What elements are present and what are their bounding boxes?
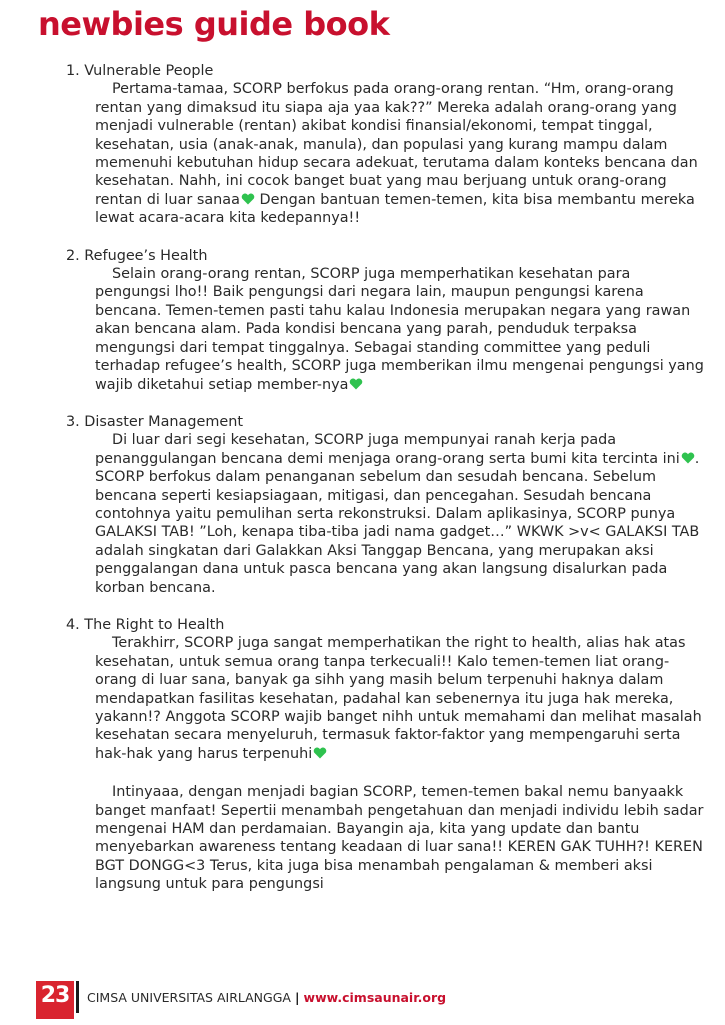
section-refugees-health [64, 247, 704, 394]
section-body [64, 431, 704, 597]
footer-separator: | [294, 990, 300, 1005]
section-body-text: Di luar dari segi kesehatan, SCORP juga mempunyai ranah kerja pada penanggulangan bencana demi menjaga orang-orang serta bumi kita tercinta ini [95, 432, 680, 467]
section-body-text-continued: Dengan bantuan temen-temen, kita bisa membantu mereka lewat acara-acara kita kedepannya!! [95, 191, 695, 227]
green-heart-icon [241, 193, 255, 205]
page-title: newbies guide book [38, 5, 390, 43]
organization-name: CIMSA UNIVERSITAS AIRLANGGA [87, 990, 291, 1005]
footer-text [87, 990, 446, 1005]
section-body-text-continued: . SCORP berfokus dalam penanganan sebelum dan sesudah bencana. Sebelum bencana seperti kesiapsiagaan, mitigasi, dan pencegahan. Sesudah bencana contohnya yaitu pemulihan serta rekonstruksi. Dalam aplikasinya, SCORP punya GALAKSI TAB! ”Loh, kenapa tiba-tiba jadi nama gadget…” WKWK >v< GALAKSI TAB adalah singkatan dari Galakkan Aksi Tanggap Bencana, yang merupakan aksi penggalangan dana untuk pasca bencana yang akan langsung disalurkan pada korban bencana. [95, 450, 700, 596]
page-number-badge: 23 [36, 981, 74, 1019]
section-body-text: Selain orang-orang rentan, SCORP juga memperhatikan kesehatan para pengungsi lho!! Baik pengungsi dari negara lain, maupun pengungsi karena bencana. Temen-temen pasti tahu kalau Indonesia merupakan negara yang rawan akan bencana alam. Pada kondisi bencana yang parah, penduduk terpaksa mengungsi dari tempat tinggalnya. Sebagai standing committee yang peduli terhadap refugee’s health, SCORP juga memberikan ilmu mengenai pengungsi yang wajib diketahui setiap member-nya [95, 266, 704, 393]
section-title: 4. The Right to Health [66, 616, 225, 633]
website-link[interactable]: www.cimsaunair.org [303, 990, 447, 1005]
section-right-to-health [64, 616, 704, 763]
footer-divider [76, 981, 79, 1013]
section-body-text: Pertama-tamaa, SCORP berfokus pada orang-orang rentan. “Hm, orang-orang rentan yang dimaksud itu siapa aja yaa kak??” Mereka adalah orang-orang yang menjadi vulnerable (rentan) akibat kondisi finansial/ekonomi, tempat tinggal, kesehatan, usia (anak-anak, manula), dan populasi yang kurang mampu dalam memenuhi kebutuhan hidup secara adekuat, terutama dalam konteks bencana dan kesehatan. Nahh, ini cocok banget buat yang mau berjuang untuk orang-orang rentan di luar sanaa [95, 81, 698, 208]
closing-paragraph: Intinyaaa, dengan menjadi bagian SCORP, temen-temen bakal nemu banyaakk banget manfaat! Sepertii menambah pengetahuan dan menjadi individu lebih sadar mengenai HAM dan perdamaian. Bayangin aja, kita yang update dan bantu menyebarkan awareness tentang keadaan di luar sana!! KEREN GAK TUHH?! KEREN BGT DONGG<3 Terus, kita juga bisa menambah pengalaman & memberi aksi langsung untuk para pengungsi [95, 784, 704, 893]
green-heart-icon [681, 452, 695, 464]
article-content [64, 62, 704, 894]
section-body [64, 634, 704, 763]
section-body [64, 265, 704, 394]
section-title: 1. Vulnerable People [66, 63, 214, 79]
section-title: 3. Disaster Management [66, 413, 243, 430]
green-heart-icon [313, 747, 327, 759]
section-vulnerable-people [64, 62, 704, 228]
green-heart-icon [349, 378, 363, 390]
section-title: 2. Refugee’s Health [66, 247, 208, 264]
page-footer [28, 981, 508, 1019]
section-disaster-management [64, 413, 704, 597]
section-body [64, 80, 704, 227]
section-body-text: Terakhirr, SCORP juga sangat memperhatikan the right to health, alias hak atas kesehatan, untuk semua orang tanpa terkecuali!! Kalo temen-temen liat orang-orang di luar sana, banyak ga sihh yang masih belum terpenuhi haknya dalam mendapatkan fasilitas kesehatan, padahal kan sebenernya itu juga hak mereka, yakann!? Anggota SCORP wajib banget nihh untuk memahami dan melihat masalah kesehatan secara menyeluruh, termasuk faktor-faktor yang mempengaruhi serta hak-hak yang harus terpenuhi [95, 635, 702, 762]
